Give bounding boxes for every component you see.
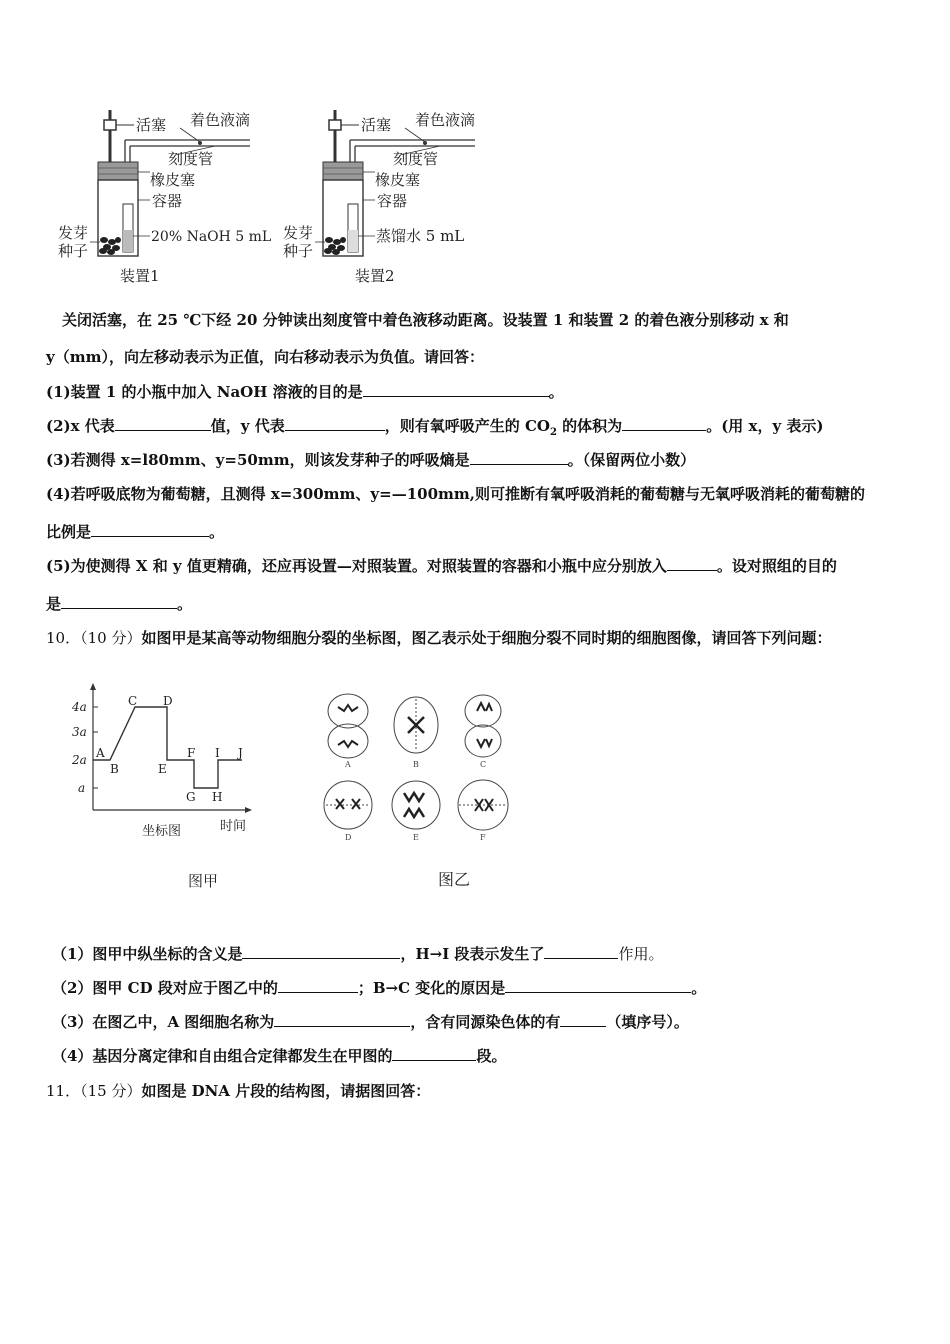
q10-sub3-blank-name[interactable] [274, 1012, 410, 1027]
graph-x-label: 时间 [220, 819, 247, 834]
point-d-label: D [163, 694, 173, 708]
y-tick-a: a [78, 781, 86, 795]
cell-f [458, 780, 508, 830]
device2-stopcock-label: 活塞 [361, 116, 392, 134]
q11-score: （15 分） [80, 1082, 142, 1100]
q10-sub2-end: 。 [691, 979, 707, 997]
cell-e [392, 781, 440, 829]
figure-jia-caption: 图甲 [188, 872, 219, 890]
q9-intro-line1: 关闭活塞，在 25 ℃下经 20 分钟读出刻度管中着色液移动距离。设装置 1 和装置 2 的着色液分别移动 x 和 [62, 311, 789, 329]
q10-sub3-text-a: （3）在图乙中，A 图细胞名称为 [52, 1013, 275, 1031]
q9-part2-text-c: ，则有氧呼吸产生的 CO [384, 417, 550, 435]
graph-inner-caption: 坐标图 [142, 824, 182, 839]
device1-seeds-label-line1: 发芽 [58, 224, 89, 242]
cell-c [465, 695, 501, 757]
q9-part1-text: (1)装置 1 的小瓶中加入 NaOH 溶液的目的是 [46, 383, 363, 401]
device1-seeds-label-line2: 种子 [58, 242, 89, 260]
point-i-label: I [215, 746, 220, 760]
device1-stopcock-label: 活塞 [136, 116, 167, 134]
q9-part1 [46, 382, 564, 402]
q10-stem-text: 如图甲是某高等动物细胞分裂的坐标图，图乙表示处于细胞分裂不同时期的细胞图像，请回答下列问题： [141, 629, 832, 647]
y-tick-4a: 4a [72, 700, 87, 714]
q10-sub3 [52, 1012, 689, 1032]
cell-b [394, 697, 438, 753]
point-h-label: H [212, 790, 223, 804]
point-b-label: B [110, 762, 119, 776]
device2-stopper-label: 橡皮塞 [375, 171, 421, 189]
cell-b-label: B [413, 760, 419, 769]
q11-number: 11． [46, 1082, 81, 1100]
q9-part2-blank-y[interactable] [285, 416, 385, 431]
cell-d-label: D [345, 833, 352, 842]
q10-sub3-text-b: ，含有同源染色体的有 [410, 1013, 561, 1031]
y-tick-3a: 3a [72, 725, 87, 739]
y-tick-2a: 2a [72, 753, 87, 767]
respiration-apparatus-figure [50, 100, 510, 290]
q9-part5-blank-contents[interactable] [667, 556, 717, 571]
figure-jia-graph [70, 680, 270, 900]
cell-c-label: C [480, 760, 487, 769]
q10-sub4 [52, 1046, 506, 1066]
q11-stem [46, 1081, 430, 1101]
q9-part4-line2 [46, 522, 224, 542]
q9-part3-blank[interactable] [470, 450, 568, 465]
cell-e-label: E [413, 833, 419, 842]
q10-sub2 [52, 978, 706, 998]
q9-part3-end: 。（保留两位小数） [567, 451, 696, 469]
q10-sub1-text-c: 作用。 [618, 945, 664, 963]
q9-intro-line2: y（mm），向左移动表示为正值，向右移动表示为负值。请回答： [46, 348, 484, 366]
q10-sub1 [52, 944, 663, 964]
q10-sub2-blank-reason[interactable] [505, 978, 691, 993]
q10-sub1-blank-ordinate[interactable] [242, 944, 400, 959]
q10-sub1-blank-process[interactable] [544, 944, 618, 959]
q9-part5-end: 。 [177, 595, 193, 613]
cell-f-label: F [480, 833, 486, 842]
point-j-label: J [238, 746, 243, 760]
cell-a-label: A [345, 760, 351, 769]
device2-seeds-label-line1: 发芽 [283, 224, 314, 242]
q9-part4-end: 。 [209, 523, 225, 541]
device1-solution-label: 20% NaOH 5 mL [151, 229, 272, 245]
q9-part5-blank-purpose[interactable] [61, 594, 177, 609]
device1-scale-tube-label: 刻度管 [168, 150, 214, 168]
q10-sub2-text-b: ；B→C 变化的原因是 [357, 979, 506, 997]
q10-sub3-blank-homologous[interactable] [560, 1012, 606, 1027]
q9-part5-text-a: (5)为使测得 X 和 y 值更精确，还应再设置—对照装置。对照装置的容器和小瓶中应分别放入 [46, 557, 667, 575]
point-a-label: A [96, 746, 105, 760]
q9-part2-text-a: (2)x 代表 [46, 417, 115, 435]
q9-part1-end: 。 [548, 383, 564, 401]
q10-sub4-text-a: （4）基因分离定律和自由组合定律都发生在甲图的 [52, 1047, 393, 1065]
q9-part2-blank-x[interactable] [115, 416, 211, 431]
figure-yi-caption: 图乙 [438, 870, 471, 889]
point-e-label: E [158, 762, 167, 776]
q10-sub2-text-a: （2）图甲 CD 段对应于图乙中的 [52, 979, 278, 997]
device2-droplet-label: 着色液滴 [415, 111, 476, 129]
device1-droplet-label: 着色液滴 [190, 111, 251, 129]
q9-part5-line1 [46, 556, 837, 576]
q10-number: 10． [46, 629, 81, 647]
device2-scale-tube-label: 刻度管 [393, 150, 439, 168]
device2-container-label: 容器 [377, 192, 408, 210]
device1-caption: 装置1 [120, 267, 160, 285]
device1-container-label: 容器 [152, 192, 183, 210]
figure-yi-cells [318, 685, 528, 895]
point-g-label: G [186, 790, 196, 804]
device2-seeds-label-line2: 种子 [283, 242, 314, 260]
q9-part1-blank[interactable] [363, 382, 549, 397]
device2-caption: 装置2 [355, 267, 395, 285]
q10-sub4-end: 段。 [476, 1047, 507, 1065]
q10-sub4-blank-segment[interactable] [392, 1046, 476, 1061]
cell-a [328, 694, 368, 758]
point-f-label: F [187, 746, 196, 760]
q9-part2-text-d: 的体积为 [556, 417, 623, 435]
point-c-label: C [128, 694, 138, 708]
q9-part5-text-b: 。设对照组的目的 [716, 557, 837, 575]
q9-part5-line2 [46, 594, 192, 614]
q9-part3 [46, 450, 695, 470]
q9-part2-text-e: 。(用 x，y 表示) [706, 417, 824, 435]
q10-sub3-text-c: （填序号）。 [606, 1013, 689, 1031]
q9-part4-text: 比例是 [46, 523, 92, 541]
q9-part5-text-c: 是 [46, 595, 62, 613]
q9-part2-text-b: 值，y 代表 [210, 417, 285, 435]
cell-d [324, 781, 372, 829]
q10-sub2-blank-cells[interactable] [278, 978, 358, 993]
q9-part4-line1: (4)若呼吸底物为葡萄糖，且测得 x=300mm、y=—100mm,则可推断有氧呼吸消耗的葡萄糖与无氧呼吸消耗的葡萄糖的 [46, 485, 865, 503]
q9-part4-blank[interactable] [91, 522, 209, 537]
q9-part2 [46, 416, 824, 443]
q10-score: （10 分） [80, 629, 142, 647]
device1-stopper-label: 橡皮塞 [150, 171, 196, 189]
q9-part2-subscript: 2 [549, 427, 557, 438]
q9-part2-blank-volume[interactable] [622, 416, 706, 431]
q10-sub1-text-a: （1）图甲中纵坐标的含义是 [52, 945, 243, 963]
q10-stem [46, 628, 831, 648]
q11-stem-text: 如图是 DNA 片段的结构图，请据图回答： [141, 1082, 431, 1100]
q9-part3-text: (3)若测得 x=l80mm、y=50mm，则该发芽种子的呼吸熵是 [46, 451, 470, 469]
device2-solution-label: 蒸馏水 5 mL [376, 227, 465, 245]
q10-sub1-text-b: ，H→I 段表示发生了 [400, 945, 545, 963]
